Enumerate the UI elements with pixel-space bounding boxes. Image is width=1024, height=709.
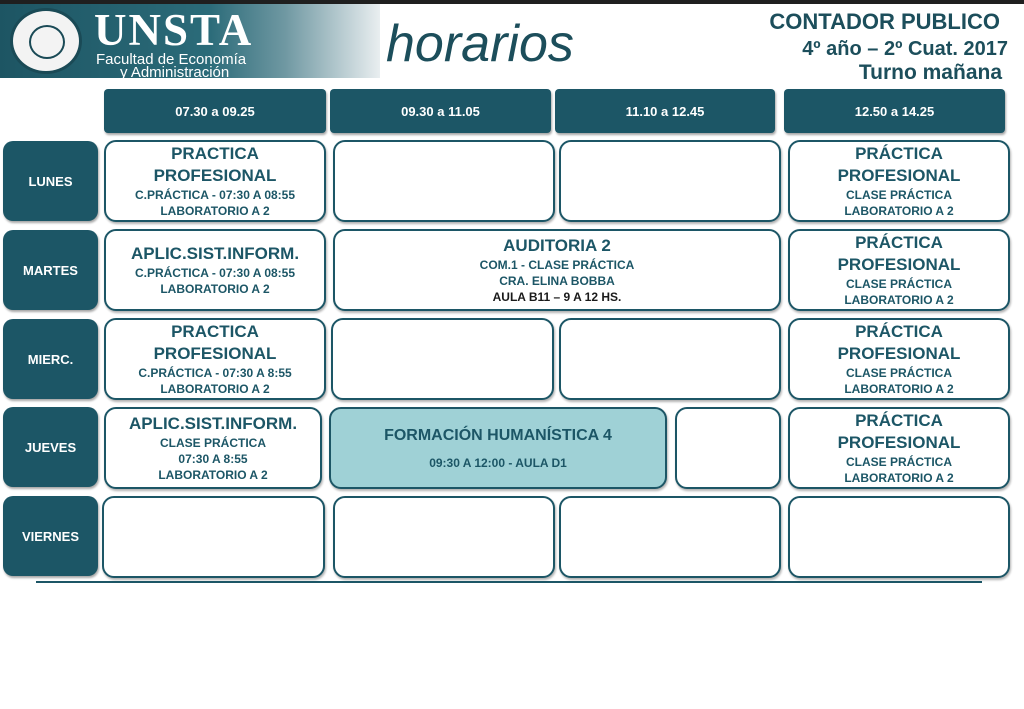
cell-martes-slot1	[104, 229, 326, 311]
course-title: PRÁCTICA PROFESIONAL	[837, 322, 961, 363]
course-room: LABORATORIO A 2	[844, 293, 954, 307]
cell-jueves-slot2-3	[329, 407, 667, 489]
course-detail: 09:30 A 12:00 - AULA D1	[429, 456, 567, 470]
course-title: PRÁCTICA PROFESIONAL	[837, 233, 961, 274]
course-room: LABORATORIO A 2	[844, 471, 954, 485]
cell-lunes-slot2	[333, 140, 555, 222]
course-room: LABORATORIO A 2	[160, 204, 270, 218]
cell-mierc-slot4	[788, 318, 1010, 400]
cell-lunes-slot4	[788, 140, 1010, 222]
career-name: CONTADOR PUBLICO	[769, 9, 1000, 34]
course-room: LABORATORIO A 2	[158, 468, 268, 482]
cell-martes-slot2-3	[333, 229, 781, 311]
cell-viernes-slot1	[102, 496, 325, 578]
course-room: LABORATORIO A 2	[844, 382, 954, 396]
cell-lunes-slot1	[104, 140, 326, 222]
day-martes: MARTES	[3, 230, 98, 310]
course-title: PRACTICA PROFESIONAL	[153, 322, 277, 363]
course-detail: CLASE PRÁCTICA	[159, 436, 266, 450]
cell-mierc-slot2	[331, 318, 554, 400]
cell-viernes-slot3	[559, 496, 781, 578]
course-detail: CLASE PRÁCTICA	[845, 455, 952, 469]
course-title: APLIC.SIST.INFORM.	[128, 414, 298, 433]
cell-mierc-slot1	[104, 318, 326, 400]
course-title: PRÁCTICA PROFESIONAL	[837, 411, 961, 452]
course-title: APLIC.SIST.INFORM.	[130, 244, 300, 263]
course-detail: C.PRÁCTICA - 07:30 A 8:55	[138, 366, 292, 380]
university-seal-icon	[10, 8, 82, 74]
bottom-divider	[36, 581, 982, 583]
time-slot-1: 07.30 a 09.25	[104, 89, 326, 133]
page-title: horarios	[386, 15, 574, 73]
shift-label: Turno mañana	[858, 61, 1002, 84]
time-slot-3: 11.10 a 12.45	[555, 89, 775, 133]
course-title: AUDITORIA 2	[503, 236, 611, 255]
cell-mierc-slot3	[559, 318, 781, 400]
time-slot-2: 09.30 a 11.05	[330, 89, 551, 133]
course-room: AULA B11 – 9 A 12 HS.	[492, 290, 622, 304]
course-teacher: CRA. ELINA BOBBA	[499, 274, 615, 288]
cell-martes-slot4	[788, 229, 1010, 311]
course-room: LABORATORIO A 2	[160, 282, 270, 296]
course-room: LABORATORIO A 2	[160, 382, 270, 396]
course-room: LABORATORIO A 2	[844, 204, 954, 218]
logo-name: UNSTA	[94, 5, 254, 55]
cell-viernes-slot2	[333, 496, 555, 578]
logo-faculty-line1: Facultad de Economía	[96, 51, 247, 68]
cell-jueves-slot3	[675, 407, 781, 489]
day-jueves: JUEVES	[3, 407, 98, 487]
day-viernes: VIERNES	[3, 496, 98, 576]
cell-jueves-slot4	[788, 407, 1010, 489]
course-time: 07:30 A 8:55	[178, 452, 248, 466]
day-lunes: LUNES	[3, 141, 98, 221]
logo-faculty-line2: y Administración	[120, 64, 230, 81]
course-detail: CLASE PRÁCTICA	[845, 366, 952, 380]
course-title: PRÁCTICA PROFESIONAL	[837, 144, 961, 185]
course-detail: CLASE PRÁCTICA	[845, 188, 952, 202]
year-term: 4º año – 2º Cuat. 2017	[802, 38, 1008, 60]
cell-viernes-slot4	[788, 496, 1010, 578]
course-detail: COM.1 - CLASE PRÁCTICA	[479, 258, 635, 272]
time-slot-4: 12.50 a 14.25	[784, 89, 1005, 133]
day-mierc: MIERC.	[3, 319, 98, 399]
cell-lunes-slot3	[559, 140, 781, 222]
course-detail: C.PRÁCTICA - 07:30 A 08:55	[134, 188, 296, 202]
course-detail: C.PRÁCTICA - 07:30 A 08:55	[134, 266, 296, 280]
course-title: FORMACIÓN HUMANÍSTICA 4	[384, 427, 612, 444]
course-title: PRACTICA PROFESIONAL	[153, 144, 277, 185]
course-detail: CLASE PRÁCTICA	[845, 277, 952, 291]
cell-jueves-slot1	[104, 407, 322, 489]
